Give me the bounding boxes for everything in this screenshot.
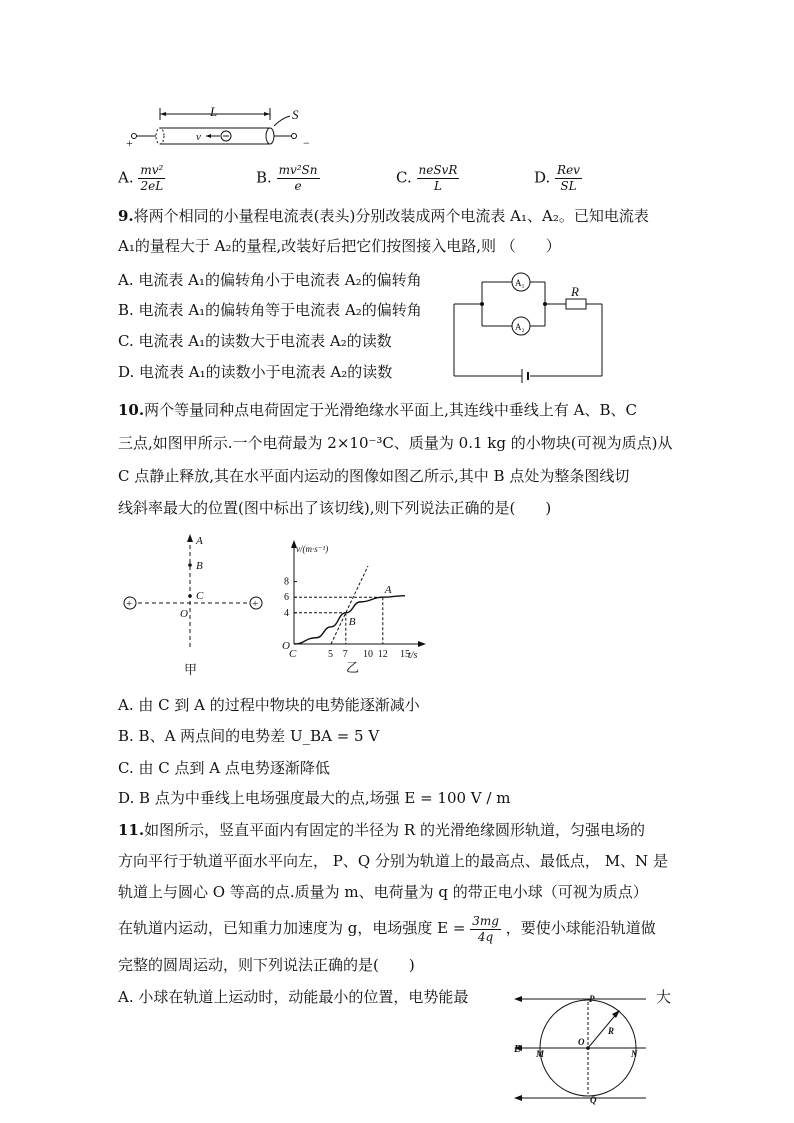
q10-jia-label-o: O (180, 608, 188, 620)
q10-jia-label-c: C (196, 590, 204, 602)
q10-charge-left: + (126, 598, 133, 610)
q10-option-a: A. 由 C 到 A 的过程中物块的电势能逐渐减小 (118, 696, 420, 714)
q9-circuit-figure (450, 268, 610, 386)
q10-option-b: B. B、A 两点间的电势差 U_BA = 5 V (118, 727, 380, 745)
q11-label-q: Q (590, 1095, 597, 1105)
q8-option-d: D. $\frac{\text{Rev}}{SL}$ (534, 163, 580, 193)
q11-line2: 方向平行于轨道平面水平向左， P、Q 分别为轨道上的最高点、最低点， M、N 是 (118, 852, 668, 870)
chart-caption: 乙 (346, 660, 360, 674)
q9-stem-line2: A₁的量程大于 A₂的量程,改装好后把它们按图接入电路,则 （ ） (118, 237, 561, 255)
q11-label-o: O (578, 1037, 585, 1047)
q8-option-b: B. $\frac{\text{mv²Sn}}{e}$ (256, 163, 318, 193)
q10-stem-line1: 10.两个等量同种点电荷固定于光滑绝缘水平面上,其连线中垂线上有 A、B、C (118, 401, 637, 419)
q11-line3: 轨道上与圆心 O 等高的点.质量为 m、电荷量为 q 的带正电小球（可视为质点） (118, 883, 648, 901)
q8-minus: − (303, 136, 310, 150)
q10-stem-line3: C 点静止释放,其在水平面内运动的图像如图乙所示,其中 B 点处为整条图线切 (118, 467, 630, 485)
q11-label-e: E (514, 1044, 521, 1055)
q10-jia-caption: 甲 (184, 662, 198, 677)
chart-x-tick-7: 7 (342, 649, 348, 660)
q8-option-a: A. $\frac{\text{mv²}}{2eL}$ (118, 163, 164, 193)
q9-option-d: D. 电流表 A₁的读数小于电流表 A₂的读数 (118, 363, 393, 381)
q10-jia-label-b: B (196, 560, 203, 572)
q9-option-b: B. 电流表 A₁的偏转角等于电流表 A₂的偏转角 (118, 301, 422, 319)
q11-option-a: A. 小球在轨道上运动时，动能最小的位置，电势能最 (118, 988, 469, 1006)
q11-circle-figure (510, 990, 650, 1106)
chart-y-tick-4: 4 (284, 607, 289, 619)
q11-label-m: M (536, 1049, 545, 1059)
chart-tangent-line (331, 566, 368, 644)
q8-label-L: L (210, 104, 218, 119)
q9-ammeter-a1: A₁ (515, 278, 525, 288)
q10-option-c: C. 由 C 点到 A 点电势逐渐降低 (118, 759, 330, 777)
q10-charge-right: + (252, 598, 259, 610)
q11-option-a-end: 大 (656, 988, 672, 1006)
chart-x-tick-15: 15 (400, 649, 410, 660)
q11-label-p: P (589, 994, 595, 1004)
q11-label-n: N (631, 1049, 638, 1059)
q11-line4: 在轨道内运动，已知重力加速度为 g，电场强度 E = $\frac{3mg}{4q}$ ，要使小球能沿轨道做 (118, 913, 656, 944)
q8-label-S: S (292, 107, 299, 122)
q9-option-c: C. 电流表 A₁的读数大于电流表 A₂的读数 (118, 332, 392, 350)
chart-y-tick-6: 6 (284, 592, 289, 604)
chart-x-tick-12: 12 (377, 649, 388, 660)
chart-origin-label: O (282, 640, 290, 652)
chart-x-start-label: C (289, 648, 297, 660)
q9-option-a: A. 电流表 A₁的偏转角小于电流表 A₂的偏转角 (118, 271, 422, 289)
chart-point-a-label: A (384, 584, 392, 597)
q10-stem-line4: 线斜率最大的位置(图中标出了该切线),则下列说法正确的是( ) (118, 499, 552, 517)
chart-x-tick-10: 10 (363, 649, 373, 660)
chart-point-b-label: B (348, 615, 356, 628)
q10-jia-label-a: A (196, 535, 203, 547)
q8-plus: + (126, 136, 133, 150)
q8-conductor-figure (122, 104, 312, 154)
q11-label-r: R (608, 1026, 615, 1036)
q9-ammeter-a2: A₂ (515, 322, 525, 332)
q8-option-c: C. $\frac{\text{neSvR}}{L}$ (396, 163, 458, 193)
q10-figure-jia (118, 530, 278, 680)
chart-y-tick-8: 8 (284, 576, 289, 588)
q10-option-d: D. B 点为中垂线上电场强度最大的点,场强 E = 100 V / m (118, 789, 511, 807)
q9-stem-line1: 9.将两个相同的小量程电流表(表头)分别改装成两个电流表 A₁、A₂。已知电流表 (118, 207, 649, 225)
chart-x-label: t/s (408, 650, 418, 661)
chart-y-label: v/(m·s⁻¹) (296, 544, 329, 554)
q10-chart-yi (280, 536, 430, 674)
q11-line1: 11.如图所示，竖直平面内有固定的半径为 R 的光滑绝缘圆形轨道，匀强电场的 (118, 821, 645, 839)
q8-label-v: v (196, 131, 201, 143)
q11-line5: 完整的圆周运动，则下列说法正确的是( ) (118, 956, 415, 974)
q9-resistor-r: R (571, 284, 579, 299)
chart-x-tick-5: 5 (328, 649, 333, 660)
q10-stem-line2: 三点,如图甲所示.一个电荷最为 2×10⁻³C、质量为 0.1 kg 的小物块(可视为质点)从 (118, 434, 673, 452)
